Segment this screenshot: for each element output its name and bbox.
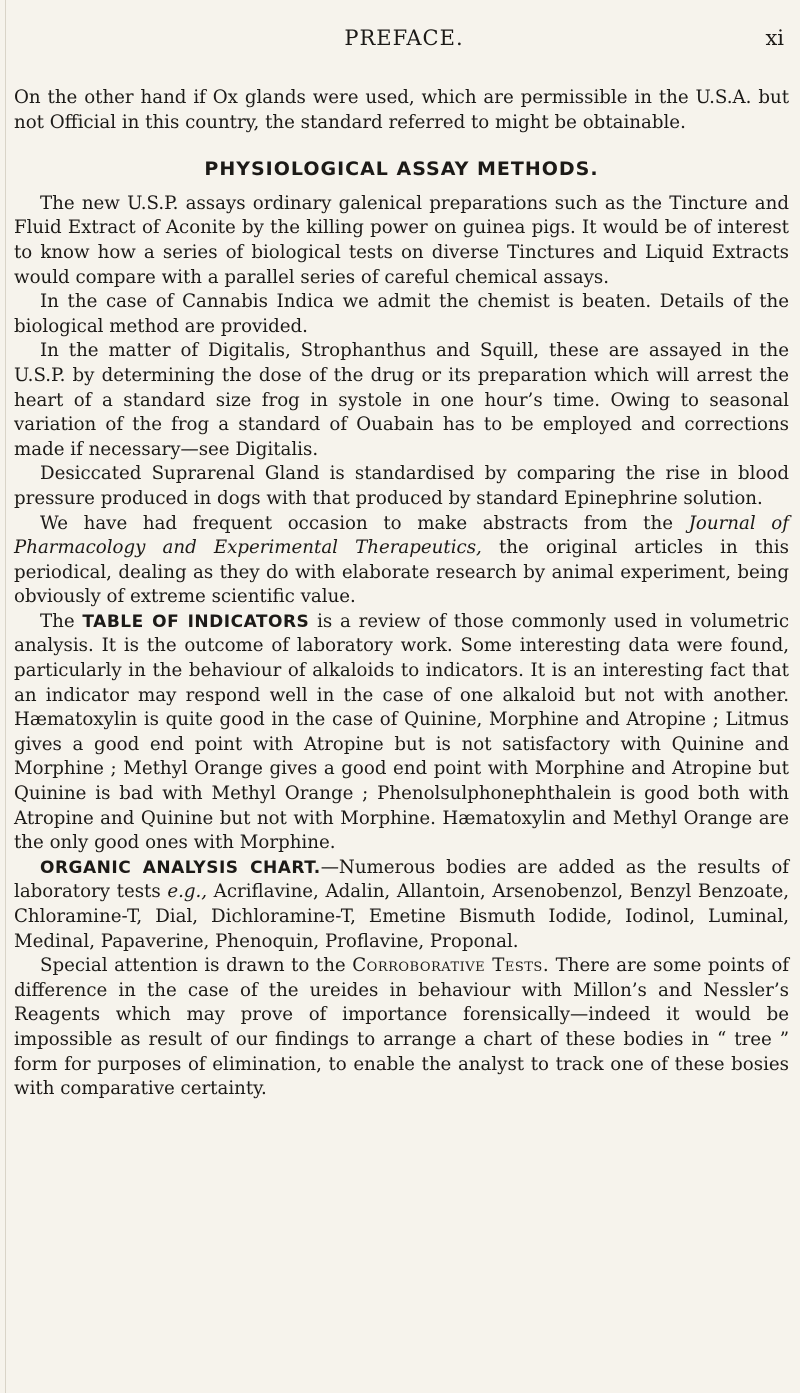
paragraph-cannabis: In the case of Cannabis Indica we admit the chemist is beaten. Details of the biological method are provided. — [14, 291, 789, 337]
journal-title: Journal of Pharmacology and Experimental Therapeutics, — [14, 512, 789, 559]
paragraph-corroborative — [14, 954, 789, 1102]
paragraph-suprarenal: Desiccated Suprarenal Gland is standardised by comparing the rise in blood pressure produced in dogs with that produced by standard Epinephrine solution. — [14, 463, 789, 509]
corroborative-text-before: Special attention is drawn to the — [40, 955, 353, 977]
page-header — [14, 26, 794, 56]
paragraph-organic-chart — [14, 856, 789, 954]
indicators-text: is a review of those commonly used in volumetric analysis. It is the outcome of laboratory work. Some interesting data were found, particularly in the behaviour of alkaloids to indicators. It is an interesting fact that an indicator may respond well in the case of one alkaloid but not with another. Hæmatoxylin is quite good in the case of Quinine, Morphine and Atropine ; Litmus gives a good end point with Atropine but is not satisfactory with Quinine and Morphine ; Methyl Orange gives a good end point with Morphine and Atropine but Quinine is bad with Methyl Orange ; Phenolsulphonephthalein is good both with Atropine and Quinine but not with Morphine. Hæmatoxylin and Methyl Orange are the only good ones with Morphine. — [14, 610, 790, 854]
running-head: PREFACE. — [344, 26, 464, 50]
corroborative-tests-term: Corroborative Tests. — [352, 955, 550, 977]
paragraph-digitalis: In the matter of Digitalis, Strophanthus and Squill, these are assayed in the U.S.P. by determining the dose of the drug or its preparation which will arrest the heart of a standard size frog in systole in one hour’s time. Owing to seasonal variation of the frog a standard of Ouabain has to be employed and corrections made if necessary—see Digitalis. — [14, 340, 789, 460]
organic-eg: e.g., — [167, 881, 208, 903]
journal-text-after: the original articles in this periodical, dealing as they do with elaborate research by animal experiment, being obviously of extreme scientific value. — [14, 537, 789, 608]
indicators-lead: The — [40, 610, 83, 632]
indicators-table-title: TABLE OF INDICATORS — [82, 611, 310, 632]
intro-paragraph: On the other hand if Ox glands were used, which are permissible in the U.S.A. but not Official in this country, the standard referred to might be obtainable. — [14, 87, 789, 133]
corroborative-text-after: There are some points of difference in the case of the ureides in behaviour with Millon’s and Nessler’s Reagents which may prove of importance forensically—indeed it would be impossible as result of our findings to arrange a chart of these bodies in “ tree ” form for purposes of elimination, to enable the analyst to track one of these bosies with comparative certainty. — [14, 955, 789, 1100]
journal-text-before: We have had frequent occasion to make abstracts from the — [40, 512, 689, 534]
organic-text-before: —Numerous bodies are added as the results of laboratory tests — [14, 856, 790, 903]
section-heading: PHYSIOLOGICAL ASSAY METHODS. — [204, 158, 599, 181]
organic-text-after: Acriflavine, Adalin, Allantoin, Arsenobenzol, Benzyl Benzoate, Chloramine-T, Dial, Dichloramine-T, Emetine Bismuth Iodide, Iodinol, Luminal, Medinal, Papaverine, Phenoquin, Proflavine, Proponal. — [14, 881, 789, 952]
paragraph-aconite: The new U.S.P. assays ordinary galenical preparations such as the Tincture and Fluid Extract of Aconite by the killing power on guinea pigs. It would be of interest to know how a series of biological tests on diverse Tinctures and Liquid Extracts would compare with a parallel series of careful chemical assays. — [14, 192, 789, 288]
paragraph-indicators — [14, 610, 789, 856]
page-number: xi — [765, 26, 784, 50]
page-body — [14, 86, 789, 1102]
paragraph-journal — [14, 512, 789, 610]
page-edge-line — [5, 0, 6, 1393]
organic-chart-title: ORGANIC ANALYSIS CHART. — [40, 857, 321, 878]
